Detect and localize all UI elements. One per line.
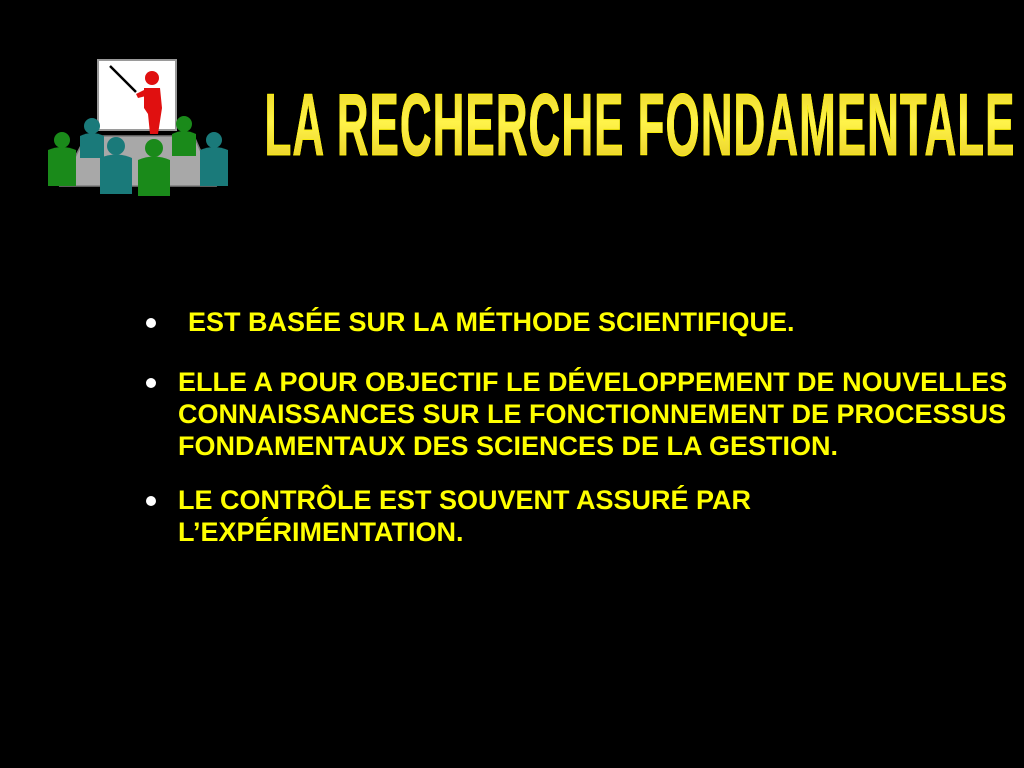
bullet-icon: [146, 378, 156, 388]
list-item: [140, 484, 1010, 548]
bullet-icon: [146, 318, 156, 328]
slide-title: LA RECHERCHE FONDAMENTALE: [264, 77, 1016, 175]
list-item: [140, 306, 1010, 338]
list-item: [140, 366, 1010, 462]
bullet-text: EST BASÉE SUR LA MÉTHODE SCIENTIFIQUE.: [188, 307, 795, 337]
presentation-meeting-icon: [40, 58, 235, 198]
title-container: [264, 72, 1016, 182]
bullet-icon: [146, 496, 156, 506]
bullet-text: ELLE A POUR OBJECTIF LE DÉVELOPPEMENT DE NOUVELLES CONNAISSANCES SUR LE FONCTIONNEMENT DE PROCESSUS FONDAMENTAUX DES SCIENCES DE LA GESTION.: [178, 367, 1008, 461]
bullet-text: LE CONTRÔLE EST SOUVENT ASSURÉ PAR L’EXPÉRIMENTATION.: [178, 485, 752, 547]
bullet-list: [140, 306, 1010, 570]
